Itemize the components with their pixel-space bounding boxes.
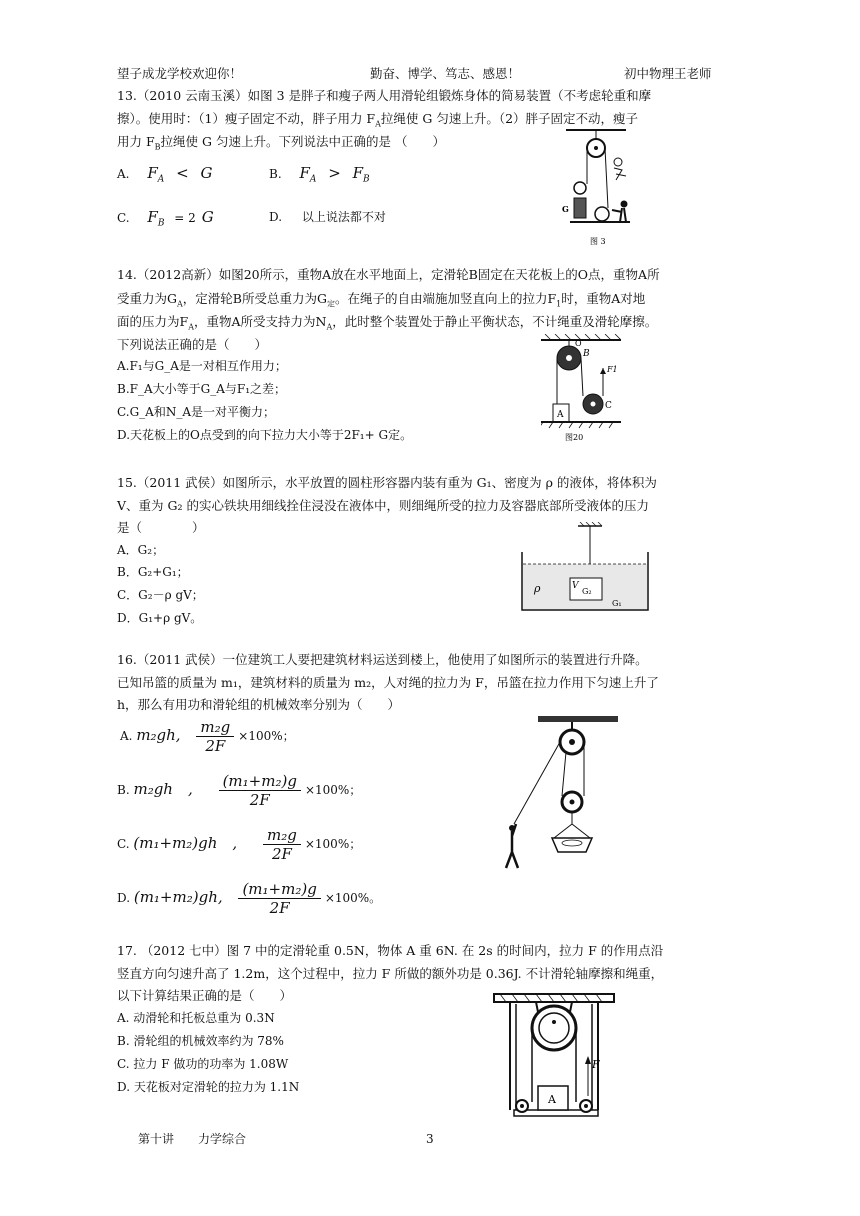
q16-line-2: 已知吊篮的质量为 m₁，建筑材料的质量为 m₂，人对绳的拉力为 F，吊篮在拉力作用下匀速上升了 (117, 675, 659, 690)
q14-line-2: 受重力为$G_A$，定滑轮B所受总重力为$G_定$。在绳子的自由端施加竖直向上的拉力$F_1$时，重物A对地 (117, 291, 646, 309)
q17-figure-label-f: F (592, 1058, 600, 1071)
q14-figure-label-a: A (557, 410, 564, 420)
q14-line-4: 下列说法正确的是（ ） (117, 337, 268, 352)
q13-option-a: A. $F_A < G$ (117, 164, 213, 185)
q17-line-3: 以下计算结果正确的是（ ） (117, 988, 293, 1003)
q13-figure (556, 126, 636, 248)
q16-option-b: B. m₂gh , $\frac{\text{(m₁+m₂)g}}{2F}$ ×100%； (117, 772, 362, 809)
q14-line-3: 面的压力为$F_A$，重物A所受支持力为$N_A$，此时整个装置处于静止平衡状态，不计绳重及滑轮摩擦。 (117, 314, 658, 332)
q15-figure-label-g1: G₁ (612, 599, 622, 608)
q13-line-3: 用力 $F_B$拉绳使 G 匀速上升。下列说法中正确的是 （ ） (117, 134, 445, 152)
q13-line-1: 13.（2010 云南玉溪）如图 3 是胖子和瘦子两人用滑轮组锻炼身体的简易装置（不考虑轮重和摩 (117, 88, 652, 103)
q14-figure-label-f1: F1 (607, 365, 618, 374)
q17-figure (490, 992, 618, 1126)
q16-option-d: D. (m₁+m₂)gh, $\frac{\text{(m₁+m₂)g}}{2F}$ ×100%。 (117, 880, 382, 917)
header-teacher: 初中物理王老师 (624, 66, 712, 81)
q15-figure (518, 522, 652, 614)
q13-option-b: B. $F_A > F_B$ (269, 164, 370, 185)
q13-option-c: C. $F_B = 2$ G (117, 208, 214, 229)
q15-option-a: A．G₂； (117, 543, 165, 557)
q16-option-a: A. m₂gh, $\frac{\text{m₂g}}{2F}$ ×100%； (120, 718, 295, 755)
q14-option-a: A.F₁与G_A是一对相互作用力； (117, 359, 287, 373)
q17-line-2: 竖直方向匀速升高了 1.2m，这个过程中，拉力 F 所做的额外功是 0.36J. 不计滑轮轴摩擦和绳重， (117, 966, 664, 981)
q14-figure (541, 334, 621, 446)
q14-option-b: B.F_A大小等于G_A与F₁之差； (117, 382, 287, 396)
q16-option-c: C. (m₁+m₂)gh , $\frac{\text{m₂g}}{2F}$ ×100%； (117, 826, 362, 863)
q17-option-a: A. 动滑轮和托板总重为 0.3N (117, 1011, 275, 1025)
q17-option-d: D. 天花板对定滑轮的拉力为 1.1N (117, 1080, 300, 1094)
q15-line-3: 是（ ） (117, 520, 205, 535)
q16-line-3: h，那么有用功和滑轮组的机械效率分别为（ ） (117, 697, 401, 712)
q17-line-1: 17. （2012 七中）图 7 中的定滑轮重 0.5N，物体 A 重 6N. 在 2s 的时间内，拉力 F 的作用点沿 (117, 943, 664, 958)
q15-option-c: C．G₂－ρ gV； (117, 588, 204, 602)
header-motto: 勤奋、博学、笃志、感恩！ (370, 66, 521, 81)
q14-line-1: 14.（2012高新）如图20所示，重物A放在水平地面上，定滑轮B固定在天花板上的O点，重物A所 (117, 267, 660, 282)
q13-figure-label-g: G (562, 204, 569, 214)
q16-line-1: 16.（2011 武侯）一位建筑工人要把建筑材料运送到楼上，他使用了如图所示的装置进行升降。 (117, 652, 648, 667)
q13-figure-caption: 图 3 (590, 237, 606, 246)
q14-option-c: C.G_A和N_A是一对平衡力； (117, 405, 275, 419)
q14-figure-label-o: O (575, 339, 582, 348)
q15-option-d: D．G₁+ρ gV。 (117, 611, 203, 625)
q15-line-1: 15.（2011 武侯）如图所示，水平放置的圆柱形容器内装有重为 G₁、密度为 ρ 的液体，将体积为 (117, 475, 657, 490)
q14-figure-caption: 图20 (565, 433, 584, 442)
q14-figure-label-c: C (605, 401, 612, 411)
q14-option-d: D.天花板上的O点受到的向下拉力大小等于2F₁+ G定。 (117, 428, 413, 442)
header-school: 望子成龙学校欢迎你！ (117, 66, 243, 81)
q13-line-2: 擦）。使用时：（1）瘦子固定不动，胖子用力 $F_A$拉绳使 G 匀速上升。（2）胖子固定不动，瘦子 (117, 111, 639, 129)
q15-figure-label-g2: G₂ (582, 587, 592, 596)
q15-line-2: V、重为 G₂ 的实心铁块用细线拴住浸没在液体中，则细绳所受的拉力及容器底部所受液体的压力 (117, 498, 649, 513)
q17-option-c: C. 拉力 F 做功的功率为 1.08W (117, 1057, 289, 1071)
q16-figure (498, 712, 618, 872)
q15-option-b: B．G₂+G₁； (117, 565, 189, 579)
q15-figure-label-v: V (572, 581, 579, 591)
q15-figure-label-rho: ρ (534, 582, 541, 595)
q17-option-b: B. 滑轮组的机械效率约为 78% (117, 1034, 284, 1048)
footer-page-number: 3 (426, 1132, 434, 1146)
q14-figure-label-b: B (583, 349, 590, 359)
q13-option-d: D. 以上说法都不对 (269, 210, 386, 224)
footer-chapter: 第十讲 力学综合 (138, 1132, 247, 1146)
q17-figure-label-a: A (548, 1093, 556, 1106)
